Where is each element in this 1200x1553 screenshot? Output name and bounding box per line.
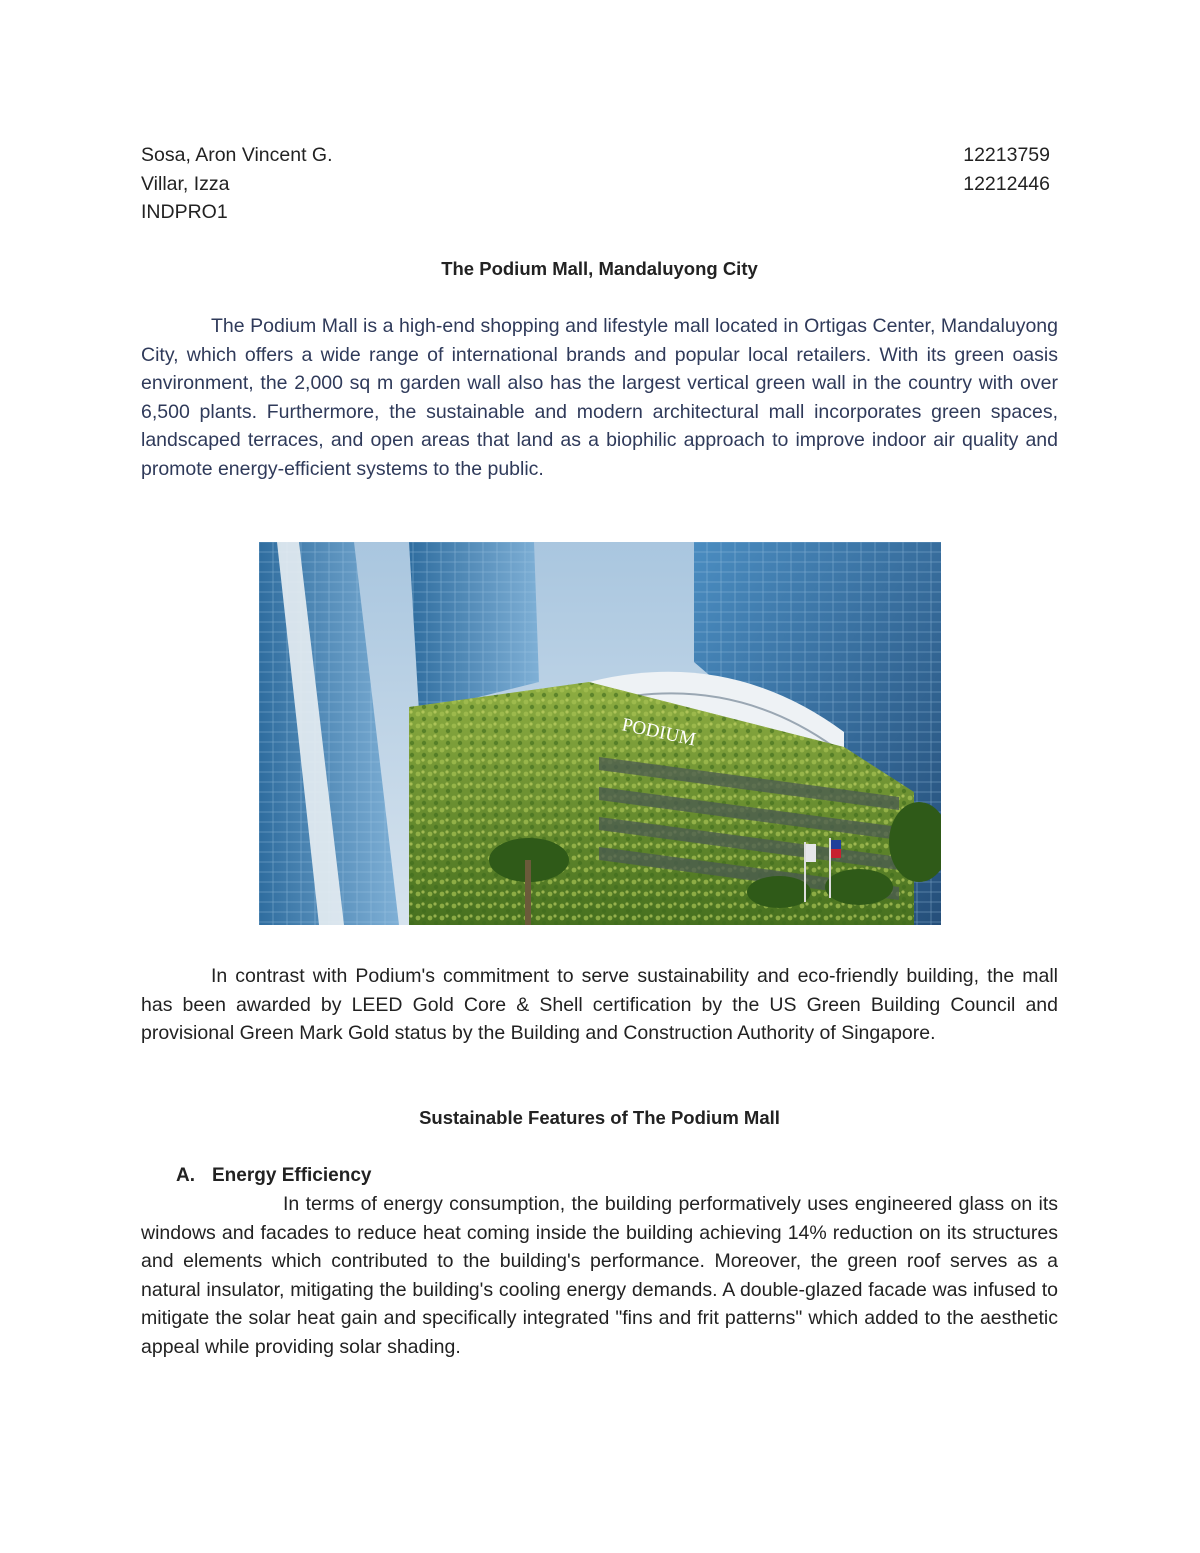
section-title: Energy Efficiency (212, 1165, 372, 1186)
section-a-heading (176, 1162, 371, 1190)
course-row (141, 198, 1050, 226)
features-heading: Sustainable Features of The Podium Mall (419, 1107, 780, 1128)
section-a-body: In terms of energy consumption, the building performatively uses engineered glass on its windows and facades to reduce heat coming inside the building achieving 14% reduction on its structures and elements which contributed to the building's performance. Moreover, the green roof serves as a natural insulator, mitigating the building's cooling energy demands. A double-glazed facade was infused to mitigate the solar heat gain and specifically integrated "fins and frit patterns" which added to the aesthetic appeal while providing solar shading. (141, 1193, 1058, 1358)
podium-mall-photo (259, 542, 941, 925)
author-name: Villar, Izza (141, 173, 230, 195)
document-title: The Podium Mall, Mandaluyong City (441, 258, 758, 279)
course-code: INDPRO1 (141, 201, 228, 223)
author-name: Sosa, Aron Vincent G. (141, 144, 333, 166)
author-row-2 (141, 170, 1050, 198)
student-id: 12212446 (963, 173, 1050, 195)
student-id: 12213759 (963, 144, 1050, 166)
podium-mall-illustration (259, 542, 941, 925)
intro-paragraph: The Podium Mall is a high-end shopping and lifestyle mall located in Ortigas Center, Mandaluyong City, which offers a wide range of international brands and popular local retailers. With its green oasis environment, the 2,000 sq m garden wall also has the largest vertical green wall in the country with over 6,500 plants. Furthermore, the sustainable and modern architectural mall incorporates green spaces, landscaped terraces, and open areas that land as a biophilic approach to improve indoor air quality and promote energy-efficient systems to the public. (141, 315, 1058, 480)
section-letter: A. (176, 1165, 195, 1186)
author-row-1 (141, 141, 1050, 169)
podium-sign: PODIUM (619, 714, 698, 751)
certification-paragraph: In contrast with Podium's commitment to serve sustainability and eco-friendly building, the mall has been awarded by LEED Gold Core & Shell certification by the US Green Building Council and provisional Green Mark Gold status by the Building and Construction Authority of Singapore. (141, 965, 1058, 1045)
